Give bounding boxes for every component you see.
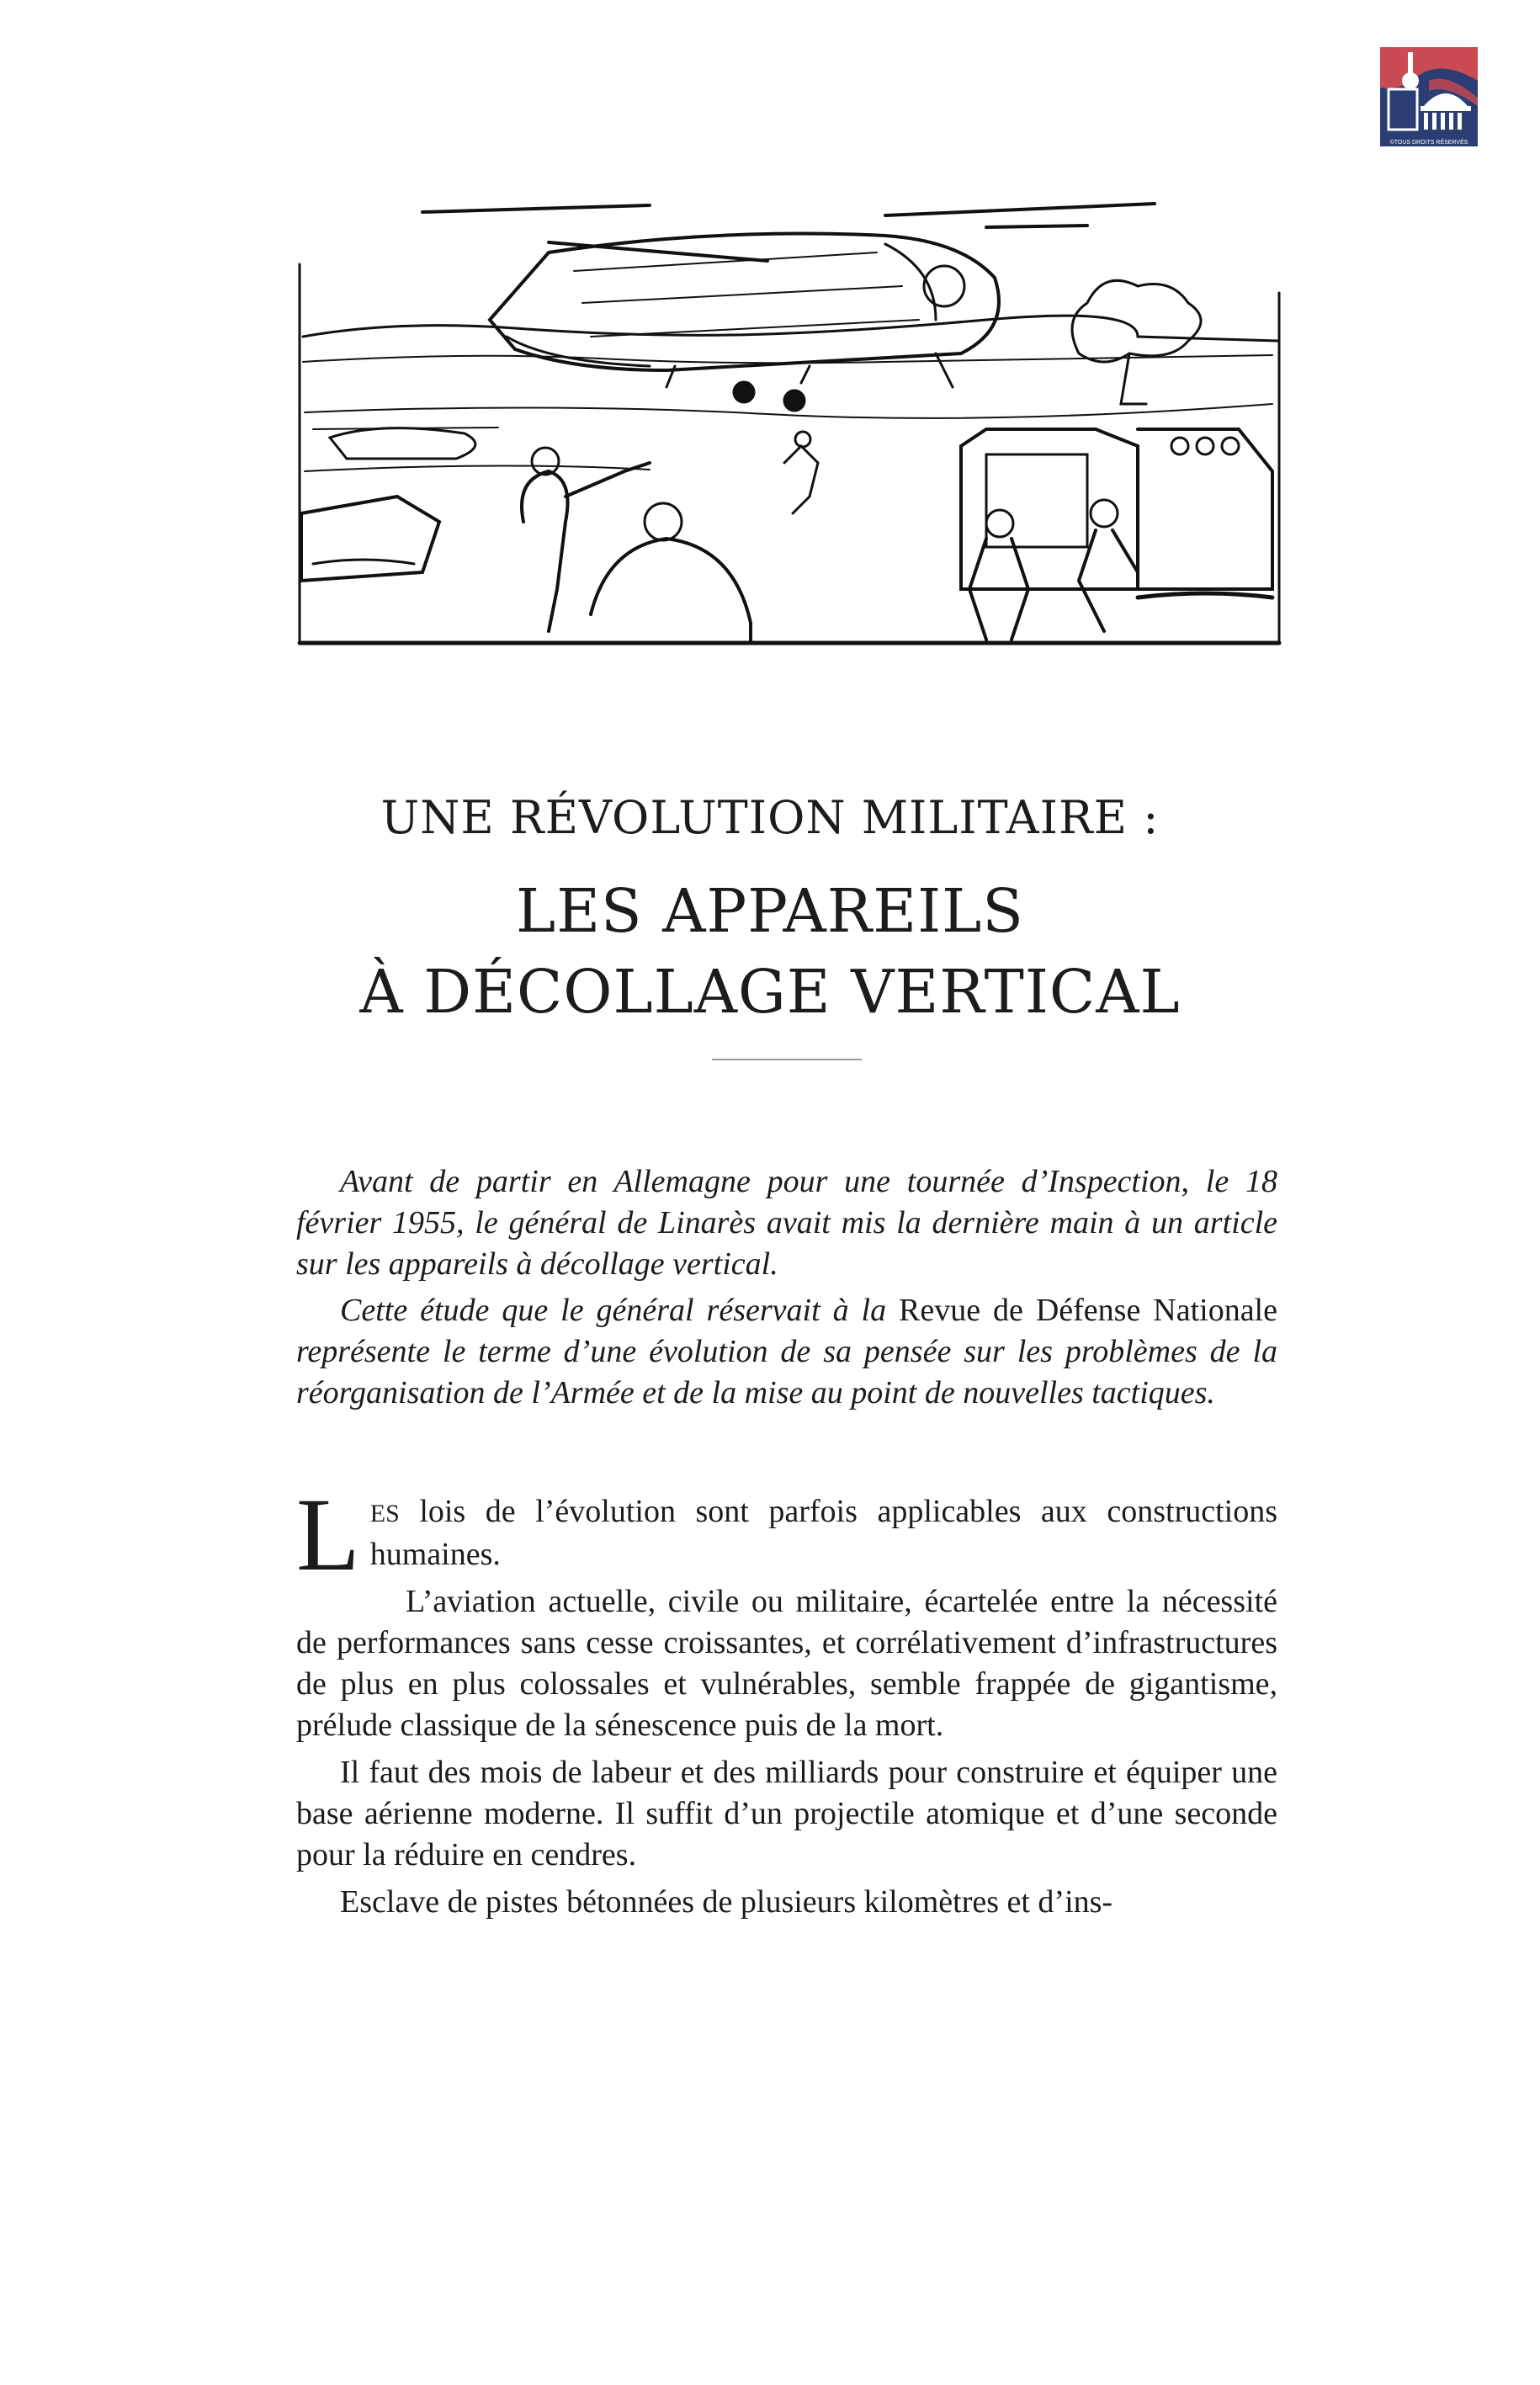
pantheon-logo-icon xyxy=(1380,47,1478,146)
publisher-logo xyxy=(1380,47,1478,146)
intro-section xyxy=(296,1161,1277,1414)
helicopter-battlefield-illustration xyxy=(296,194,1284,648)
title-line-1: LES APPAREILS xyxy=(516,876,1024,946)
intro-paragraph-1: Avant de partir en Allemagne pour une tournée d’Inspection, le 18 février 1955, le général de Linarès avait mis la dernière main à un article sur les appareils à décollage vertical. xyxy=(296,1164,1277,1282)
drop-cap: L xyxy=(296,1477,360,1592)
journal-name: Revue de Défense Nationale xyxy=(899,1293,1277,1328)
body-paragraph-2: L’aviation actuelle, civile ou militaire, écartelée entre la nécessité de performances sans cesse croissantes, et corrélativement d’infrastructures de plus en plus colossales et vulnérables, semble frappée de gigantisme, prélude classique de la sénescence puis de la mort. xyxy=(296,1584,1277,1743)
heading-kicker: UNE RÉVOLUTION MILITAIRE : xyxy=(380,791,1160,844)
title-line-2: À DÉCOLLAGE VERTICAL xyxy=(359,957,1181,1027)
intro-paragraph-2 xyxy=(296,1290,1277,1414)
intro-p2-before: Cette étude que le général réservait à la xyxy=(340,1293,900,1328)
page-title xyxy=(0,871,1540,1033)
body-paragraph-3: Il faut des mois de labeur et des milliards pour construire et équiper une base aérienne moderne. Il suffit d’un projectile atomique et d’une seconde pour la réduire en cendres. xyxy=(296,1755,1277,1872)
body-p1-rest: lois de l’évolution sont parfois applicables aux constructions humaines. xyxy=(369,1494,1277,1572)
body-paragraph-1 xyxy=(296,1477,1277,1592)
title-divider xyxy=(712,1059,862,1060)
intro-p2-after: représente le terme d’une évolution de sa pensée sur les problèmes de la réorganisation de l’Armée et de la mise au point de nouvelles tactiques. xyxy=(296,1334,1277,1410)
illustration xyxy=(296,194,1284,648)
body-section xyxy=(296,1477,1277,1923)
logo-text: ©TOUS DROITS RÉSERVÉS xyxy=(1389,140,1468,146)
body-paragraph-4: Esclave de pistes bétonnées de plusieurs kilomètres et d’ins- xyxy=(340,1884,1113,1920)
first-word-smallcaps: ES xyxy=(369,1500,400,1527)
